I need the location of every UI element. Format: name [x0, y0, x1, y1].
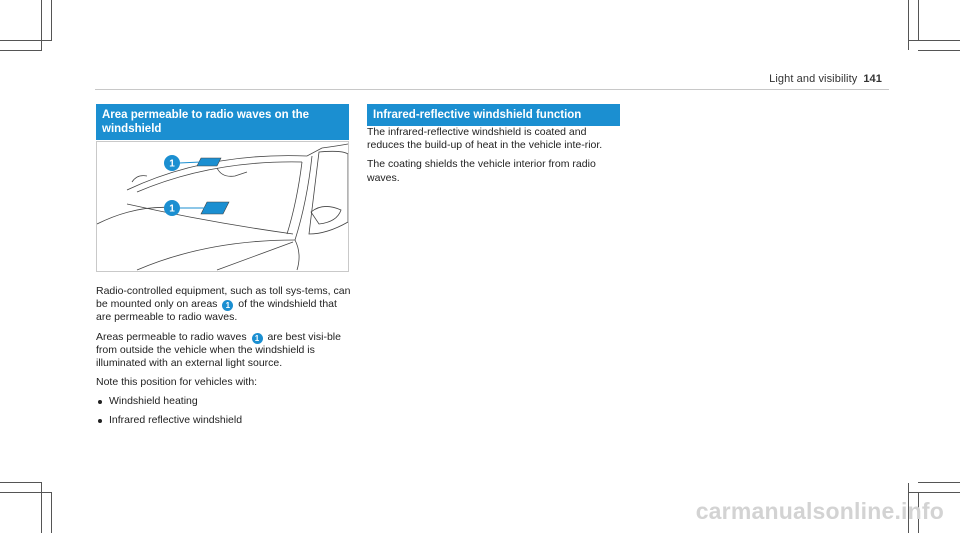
windshield-illustration [96, 141, 349, 272]
crop-mark-top-right-v [908, 0, 909, 50]
crop-mark-top-right-h2 [918, 50, 960, 51]
windshield-top-inner [137, 162, 302, 192]
crop-mark-top-left-v [41, 0, 42, 50]
callout-label-top: 1 [169, 158, 175, 170]
paragraph-infrared: The infrared-reflective windshield is coated and reduces the build-up of heat in the vehicle inte-rior. [367, 126, 603, 152]
paragraph-note: Note this position for vehicles with: [96, 376, 258, 389]
crop-mark-top-left-h2 [0, 50, 42, 51]
page-number: 141 [863, 73, 882, 85]
list-item: Infrared reflective windshield [96, 414, 352, 427]
callout-line-top [179, 162, 201, 163]
mirror-outline [217, 168, 247, 176]
header-section-title: Light and visibility [769, 73, 858, 85]
left-body-text [96, 285, 352, 432]
paragraph-mounting: Radio-controlled equipment, such as toll sys-tems, can be mounted only on areas 1 of the windshield that are permeable to radio waves. [96, 285, 351, 324]
header-rule [95, 89, 889, 90]
fender-line [295, 240, 299, 270]
running-header [769, 73, 882, 85]
vehicle-feature-list [96, 395, 352, 426]
crop-mark-bottom-left-h2 [0, 482, 42, 483]
crop-mark-bottom-right-h2 [918, 482, 960, 483]
door-mirror [311, 206, 341, 224]
callout-badge: 1 [222, 300, 233, 311]
crop-mark-top-left-v2 [51, 0, 52, 40]
wiper-left [132, 176, 147, 182]
crop-mark-bottom-left-v2 [51, 493, 52, 533]
section-title-infrared: Infrared-reflective windshield function [367, 104, 620, 126]
crop-mark-top-left-h [0, 40, 52, 41]
callout-label-bottom: 1 [169, 203, 175, 215]
hood-line-2 [137, 240, 295, 270]
paragraph-coating: The coating shields the vehicle interior from radio waves. [367, 158, 596, 184]
windshield-drawing [97, 142, 348, 271]
crop-mark-bottom-left-v [41, 483, 42, 533]
hood-line-3 [217, 242, 293, 270]
crop-mark-top-right-v2 [918, 0, 919, 40]
list-item: Windshield heating [96, 395, 352, 408]
permeable-area-bottom [201, 202, 229, 214]
right-body-text [367, 126, 619, 191]
section-title-radio-area: Area permeable to radio waves on the windshield [96, 104, 349, 140]
crop-mark-top-right-h [908, 40, 960, 41]
watermark: carmanualsonline.info [695, 498, 944, 524]
crop-mark-bottom-left-h [0, 492, 52, 493]
crop-mark-bottom-right-h [908, 492, 960, 493]
paragraph-visibility: Areas permeable to radio waves 1 are best visi-ble from outside the vehicle when the windshield is illuminated with an external light source. [96, 330, 341, 370]
callout-badge: 1 [252, 333, 263, 344]
